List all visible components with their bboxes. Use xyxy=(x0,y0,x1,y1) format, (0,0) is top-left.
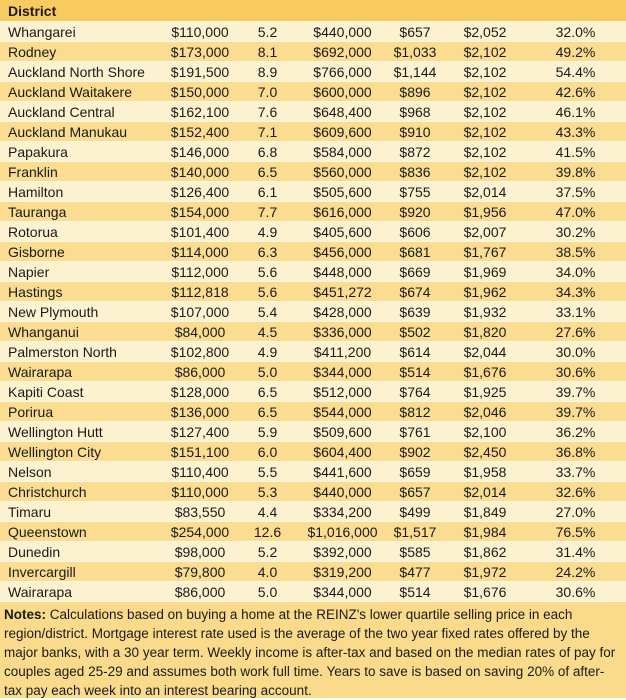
value-cell: $392,000 xyxy=(313,543,372,560)
value-cell: $544,000 xyxy=(313,403,372,420)
value-cell: 49.2% xyxy=(555,43,596,60)
district-cell: Auckland North Shore xyxy=(8,63,145,80)
value-cell: $2,102 xyxy=(463,103,507,120)
value-cell: $766,000 xyxy=(313,63,372,80)
district-cell: Rodney xyxy=(8,43,57,60)
value-cell: 4.0 xyxy=(257,563,278,580)
table-row xyxy=(0,582,626,602)
value-cell: 8.9 xyxy=(257,63,278,80)
table-row xyxy=(0,162,626,182)
table-row xyxy=(0,542,626,562)
table-row xyxy=(0,322,626,342)
table-row xyxy=(0,82,626,102)
table-row xyxy=(0,302,626,322)
table-row xyxy=(0,102,626,122)
value-cell: $441,600 xyxy=(313,463,372,480)
value-cell: $86,000 xyxy=(174,583,226,600)
table-row xyxy=(0,462,626,482)
value-cell: $2,007 xyxy=(463,223,507,240)
value-cell: $755 xyxy=(399,183,431,200)
value-cell: $616,000 xyxy=(313,203,372,220)
value-cell: 54.4% xyxy=(555,63,596,80)
value-cell: 31.4% xyxy=(555,543,596,560)
table-row xyxy=(0,142,626,162)
district-cell: Gisborne xyxy=(8,243,65,260)
value-cell: $150,000 xyxy=(170,83,230,100)
value-cell: 27.6% xyxy=(555,323,596,340)
value-cell: $79,800 xyxy=(174,563,226,580)
value-cell: $456,000 xyxy=(313,243,372,260)
value-cell: $896 xyxy=(399,83,431,100)
district-cell: Wellington Hutt xyxy=(8,423,103,440)
value-cell: $2,102 xyxy=(463,83,507,100)
value-cell: $1,932 xyxy=(463,303,507,320)
district-cell: New Plymouth xyxy=(8,303,99,320)
table-row xyxy=(0,342,626,362)
value-cell: $692,000 xyxy=(313,43,372,60)
value-cell: 39.7% xyxy=(555,403,596,420)
district-cell: Timaru xyxy=(8,503,52,520)
value-cell: 34.3% xyxy=(555,283,596,300)
value-cell: $681 xyxy=(399,243,431,260)
value-cell: $110,400 xyxy=(171,463,229,480)
district-cell: Kapiti Coast xyxy=(8,383,84,400)
value-cell: 4.9 xyxy=(257,343,278,360)
district-cell: Auckland Manukau xyxy=(8,123,128,140)
value-cell: $191,500 xyxy=(170,63,230,80)
value-cell: 27.0% xyxy=(555,503,596,520)
value-cell: 7.0 xyxy=(257,83,278,100)
value-cell: $411,200 xyxy=(313,343,372,360)
value-cell: $657 xyxy=(399,483,431,500)
table-row xyxy=(0,202,626,222)
district-cell: Papakura xyxy=(8,143,68,160)
column-header xyxy=(235,0,300,21)
value-cell: $669 xyxy=(399,263,431,280)
value-cell: $448,000 xyxy=(313,263,372,280)
value-cell: 4.5 xyxy=(257,323,278,340)
value-cell: 46.1% xyxy=(555,103,596,120)
table-row xyxy=(0,562,626,582)
value-cell: $902 xyxy=(399,443,431,460)
value-cell: 5.9 xyxy=(257,423,278,440)
value-cell: 32.0% xyxy=(555,23,596,40)
value-cell: $505,600 xyxy=(313,183,372,200)
value-cell: $514 xyxy=(399,363,431,380)
district-cell: Rotorua xyxy=(8,223,58,240)
value-cell: $1,958 xyxy=(463,463,507,480)
value-cell: 4.4 xyxy=(257,503,278,520)
value-cell: $2,044 xyxy=(463,343,507,360)
table-row xyxy=(0,222,626,242)
table-row xyxy=(0,42,626,62)
value-cell: 6.8 xyxy=(257,143,278,160)
value-cell: $512,000 xyxy=(313,383,372,400)
value-cell: 5.5 xyxy=(257,463,278,480)
value-cell: $648,400 xyxy=(313,103,372,120)
value-cell: 5.0 xyxy=(257,583,278,600)
table-row xyxy=(0,362,626,382)
value-cell: $112,000 xyxy=(171,263,229,280)
value-cell: $336,000 xyxy=(313,323,372,340)
value-cell: $2,100 xyxy=(463,423,507,440)
value-cell: $162,100 xyxy=(170,103,230,120)
value-cell: $968 xyxy=(399,103,431,120)
value-cell: $614 xyxy=(399,343,431,360)
value-cell: $1,517 xyxy=(393,523,437,540)
district-cell: Queenstown xyxy=(8,523,87,540)
value-cell: $451,272 xyxy=(313,283,372,300)
district-cell: Wairarapa xyxy=(8,363,73,380)
value-cell: $1,972 xyxy=(463,563,507,580)
district-cell: Whangarei xyxy=(8,23,76,40)
value-cell: 8.1 xyxy=(257,43,278,60)
value-cell: $659 xyxy=(399,463,431,480)
value-cell: 7.7 xyxy=(257,203,278,220)
district-cell: Hamilton xyxy=(8,183,64,200)
value-cell: $499 xyxy=(399,503,431,520)
district-cell: Whanganui xyxy=(8,323,79,340)
value-cell: $1,676 xyxy=(463,583,507,600)
value-cell: $440,000 xyxy=(313,23,372,40)
column-header xyxy=(165,0,235,21)
district-cell: Dunedin xyxy=(8,543,61,560)
value-cell: 76.5% xyxy=(555,523,596,540)
district-cell: Tauranga xyxy=(8,203,67,220)
table-row xyxy=(0,122,626,142)
value-cell: $344,000 xyxy=(313,583,372,600)
value-cell: $173,000 xyxy=(170,43,230,60)
district-cell: Hastings xyxy=(8,283,63,300)
value-cell: $1,767 xyxy=(463,243,507,260)
value-cell: $152,400 xyxy=(170,123,230,140)
value-cell: 36.2% xyxy=(555,423,596,440)
district-cell: Auckland Central xyxy=(8,103,115,120)
value-cell: $657 xyxy=(399,23,431,40)
value-cell: $584,000 xyxy=(313,143,372,160)
value-cell: $1,862 xyxy=(463,543,507,560)
value-cell: 5.6 xyxy=(257,263,278,280)
column-header xyxy=(445,0,525,21)
value-cell: $2,102 xyxy=(463,43,507,60)
value-cell: $2,102 xyxy=(463,163,507,180)
value-cell: $2,102 xyxy=(463,63,507,80)
district-cell: Palmerston North xyxy=(8,343,117,360)
value-cell: $146,000 xyxy=(170,143,230,160)
value-cell: $334,200 xyxy=(313,503,372,520)
value-cell: $2,052 xyxy=(463,23,507,40)
value-cell: 7.6 xyxy=(257,103,278,120)
value-cell: $112,818 xyxy=(171,283,229,300)
value-cell: 6.5 xyxy=(257,383,278,400)
value-cell: $110,000 xyxy=(171,483,229,500)
value-cell: 30.6% xyxy=(555,583,596,600)
district-cell: Invercargill xyxy=(8,563,76,580)
value-cell: 6.1 xyxy=(257,183,278,200)
value-cell: $86,000 xyxy=(174,363,226,380)
value-cell: $440,000 xyxy=(313,483,372,500)
district-cell: Wairarapa xyxy=(8,583,73,600)
value-cell: $639 xyxy=(399,303,431,320)
value-cell: 30.0% xyxy=(555,343,596,360)
value-cell: $1,962 xyxy=(463,283,507,300)
value-cell: $1,925 xyxy=(463,383,507,400)
value-cell: $1,016,000 xyxy=(307,523,378,540)
value-cell: $477 xyxy=(399,563,431,580)
value-cell: $674 xyxy=(399,283,431,300)
value-cell: 5.2 xyxy=(257,23,278,40)
value-cell: 6.5 xyxy=(257,403,278,420)
value-cell: 6.5 xyxy=(257,163,278,180)
value-cell: $606 xyxy=(399,223,431,240)
column-header xyxy=(525,0,626,21)
column-header xyxy=(385,0,445,21)
value-cell: $110,000 xyxy=(171,23,229,40)
table-row xyxy=(0,22,626,42)
district-cell: Wellington City xyxy=(8,443,102,460)
value-cell: 5.6 xyxy=(257,283,278,300)
district-cell: Auckland Waitakere xyxy=(8,83,132,100)
value-cell: $872 xyxy=(399,143,431,160)
value-cell: $2,014 xyxy=(463,483,507,500)
value-cell: $2,046 xyxy=(463,403,507,420)
value-cell: $910 xyxy=(399,123,431,140)
table-row xyxy=(0,422,626,442)
value-cell: $2,450 xyxy=(463,443,507,460)
value-cell: 33.7% xyxy=(555,463,596,480)
table-row xyxy=(0,262,626,282)
value-cell: $764 xyxy=(399,383,431,400)
value-cell: 42.6% xyxy=(555,83,596,100)
value-cell: 39.7% xyxy=(555,383,596,400)
value-cell: 24.2% xyxy=(555,563,596,580)
district-cell: Franklin xyxy=(8,163,58,180)
column-header xyxy=(300,0,385,21)
value-cell: $405,600 xyxy=(313,223,372,240)
value-cell: $2,102 xyxy=(463,143,507,160)
table-row xyxy=(0,282,626,302)
table-row xyxy=(0,382,626,402)
value-cell: 5.3 xyxy=(257,483,278,500)
value-cell: $101,400 xyxy=(170,223,230,240)
value-cell: $836 xyxy=(399,163,431,180)
value-cell: $600,000 xyxy=(313,83,372,100)
value-cell: $319,200 xyxy=(313,563,372,580)
notes-text: Calculations based on buying a home at the REINZ's lower quartile selling price in each region/district. Mortgage interest rate used is the average of the two year fixed rates offered by the major banks, with a 30 year term. Weekly income is after-tax and based on the median rates of pay for couples aged 25-29 and assumes both work full time. Years to save is based on saving 20% of after-tax pay each week into an interest bearing account. xyxy=(4,607,616,698)
table-row xyxy=(0,442,626,462)
table-row xyxy=(0,182,626,202)
value-cell: 38.5% xyxy=(555,243,596,260)
value-cell: 32.6% xyxy=(555,483,596,500)
notes-label: Notes: xyxy=(4,607,47,622)
value-cell: $107,000 xyxy=(170,303,230,320)
table-header-row xyxy=(0,0,626,22)
value-cell: $428,000 xyxy=(313,303,372,320)
value-cell: 34.0% xyxy=(555,263,596,280)
table-row xyxy=(0,502,626,522)
value-cell: 6.0 xyxy=(257,443,278,460)
value-cell: $585 xyxy=(399,543,431,560)
value-cell: 36.8% xyxy=(555,443,596,460)
value-cell: 5.4 xyxy=(257,303,278,320)
value-cell: $2,102 xyxy=(463,123,507,140)
value-cell: 30.6% xyxy=(555,363,596,380)
value-cell: $136,000 xyxy=(170,403,230,420)
value-cell: $1,033 xyxy=(393,43,437,60)
value-cell: $127,400 xyxy=(170,423,230,440)
value-cell: $83,550 xyxy=(174,503,226,520)
value-cell: 5.0 xyxy=(257,363,278,380)
value-cell: $154,000 xyxy=(170,203,230,220)
value-cell: $761 xyxy=(399,423,431,440)
value-cell: $1,956 xyxy=(463,203,507,220)
value-cell: $609,600 xyxy=(313,123,372,140)
value-cell: 6.3 xyxy=(257,243,278,260)
table-body xyxy=(0,22,626,602)
value-cell: $344,000 xyxy=(313,363,372,380)
value-cell: 39.8% xyxy=(555,163,596,180)
value-cell: $560,000 xyxy=(313,163,372,180)
value-cell: 12.6 xyxy=(253,523,282,540)
value-cell: 41.5% xyxy=(555,143,596,160)
value-cell: $151,100 xyxy=(170,443,230,460)
value-cell: $98,000 xyxy=(174,543,226,560)
value-cell: $1,849 xyxy=(463,503,507,520)
district-cell: Christchurch xyxy=(8,483,87,500)
value-cell: $514 xyxy=(399,583,431,600)
value-cell: 30.2% xyxy=(555,223,596,240)
value-cell: $604,400 xyxy=(313,443,372,460)
value-cell: 37.5% xyxy=(555,183,596,200)
value-cell: $126,400 xyxy=(170,183,230,200)
value-cell: $128,000 xyxy=(170,383,230,400)
value-cell: $1,984 xyxy=(463,523,507,540)
value-cell: $502 xyxy=(399,323,431,340)
value-cell: $2,014 xyxy=(463,183,507,200)
table-row xyxy=(0,62,626,82)
value-cell: $1,969 xyxy=(463,263,507,280)
value-cell: $1,676 xyxy=(463,363,507,380)
column-header-district: District xyxy=(8,2,57,19)
notes-section xyxy=(0,602,626,698)
value-cell: 43.3% xyxy=(555,123,596,140)
table-row xyxy=(0,402,626,422)
value-cell: $509,600 xyxy=(313,423,372,440)
value-cell: $102,800 xyxy=(170,343,230,360)
district-cell: Napier xyxy=(8,263,50,280)
table-row xyxy=(0,522,626,542)
value-cell: 33.1% xyxy=(555,303,596,320)
value-cell: 47.0% xyxy=(555,203,596,220)
value-cell: $1,820 xyxy=(463,323,507,340)
value-cell: $84,000 xyxy=(174,323,226,340)
value-cell: 7.1 xyxy=(257,123,278,140)
value-cell: $114,000 xyxy=(171,243,229,260)
district-cell: Porirua xyxy=(8,403,54,420)
value-cell: 4.9 xyxy=(257,223,278,240)
value-cell: $254,000 xyxy=(170,523,230,540)
value-cell: $140,000 xyxy=(170,163,230,180)
value-cell: $920 xyxy=(399,203,431,220)
table-row xyxy=(0,482,626,502)
value-cell: 5.2 xyxy=(257,543,278,560)
value-cell: $812 xyxy=(399,403,431,420)
district-cell: Nelson xyxy=(8,463,52,480)
value-cell: $1,144 xyxy=(393,63,437,80)
table-row xyxy=(0,242,626,262)
